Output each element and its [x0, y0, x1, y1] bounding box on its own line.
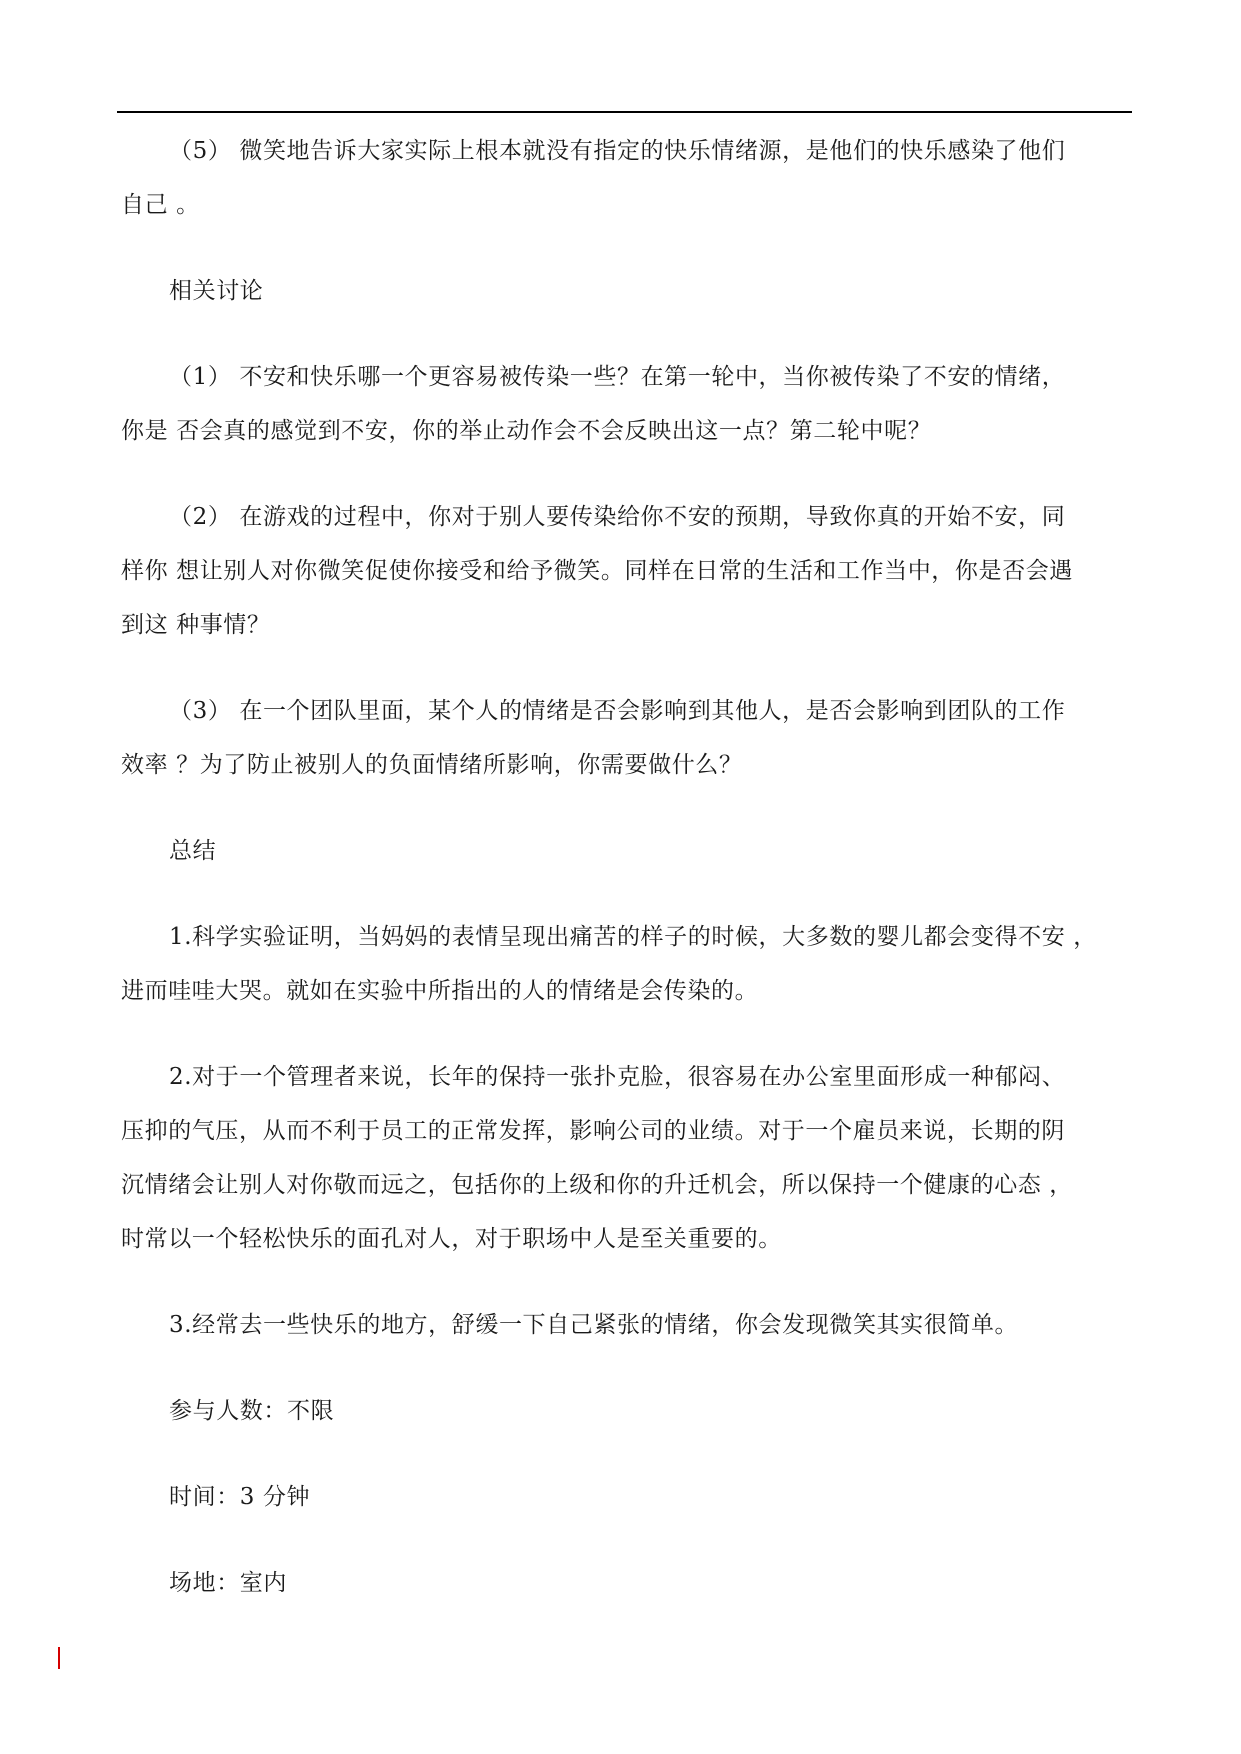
paragraph-discussion-2: [121, 490, 1137, 652]
text-line: 效率 ？为了防止被别人的负面情绪所影响，你需要做什么？: [121, 752, 743, 778]
text-line: （3） 在一个团队里面，某个人的情绪是否会影响到其他人，是否会影响到团队的工作: [169, 698, 1066, 724]
time-info: [121, 1470, 1137, 1524]
text-line: 到这 种事情？: [121, 612, 271, 638]
document-body: [121, 124, 1137, 1642]
paragraph-summary-1: [121, 910, 1137, 1018]
text-line: 进而哇哇大哭。就如在实验中所指出的人的情绪是会传染的。: [121, 978, 759, 1004]
participants-info: [121, 1384, 1137, 1438]
text-line: （2） 在游戏的过程中，你对于别人要传染给你不安的预期，导致你真的开始不安，同: [169, 504, 1066, 530]
text-line: 参与人数：不限: [169, 1398, 335, 1424]
heading-text: 相关讨论: [169, 278, 264, 304]
text-line: （5） 微笑地告诉大家实际上根本就没有指定的快乐情绪源，是他们的快乐感染了他们: [169, 138, 1066, 164]
paragraph-discussion-3: [121, 684, 1137, 792]
header-rule: [117, 111, 1132, 113]
text-line: 3.经常去一些快乐的地方，舒缓一下自己紧张的情绪，你会发现微笑其实很简单。: [169, 1312, 1019, 1338]
paragraph-summary-3: [121, 1298, 1137, 1352]
text-line: 压抑的气压，从而不利于员工的正常发挥，影响公司的业绩。对于一个雇员来说，长期的阴: [121, 1118, 1065, 1144]
paragraph-step-5: [121, 124, 1137, 232]
text-line: 你是 否会真的感觉到不安，你的举止动作会不会反映出这一点？第二轮中呢？: [121, 418, 932, 444]
text-line: （1） 不安和快乐哪一个更容易被传染一些？在第一轮中，当你被传染了不安的情绪，: [169, 364, 1066, 390]
venue-info: [121, 1556, 1137, 1610]
heading-related-discussion: [121, 264, 1137, 318]
text-line: 2.对于一个管理者来说，长年的保持一张扑克脸，很容易在办公室里面形成一种郁闷、: [169, 1064, 1066, 1090]
text-line: 时常以一个轻松快乐的面孔对人，对于职场中人是至关重要的。: [121, 1226, 782, 1252]
text-line: 沉情绪会让别人对你敬而远之，包括你的上级和你的升迁机会，所以保持一个健康的心态 ，: [121, 1172, 1073, 1198]
margin-marker: [58, 1647, 60, 1669]
paragraph-discussion-1: [121, 350, 1137, 458]
heading-summary: [121, 824, 1137, 878]
text-line: 自己 。: [121, 192, 200, 218]
text-line: 时间：3 分钟: [169, 1484, 311, 1510]
text-line: 场地：室内: [169, 1570, 287, 1596]
paragraph-summary-2: [121, 1050, 1137, 1266]
text-line: 样你 想让别人对你微笑促使你接受和给予微笑。同样在日常的生活和工作当中，你是否会遇: [121, 558, 1073, 584]
heading-text: 总结: [169, 838, 217, 864]
text-line: 1.科学实验证明，当妈妈的表情呈现出痛苦的样子的时候，大多数的婴儿都会变得不安 ，: [169, 924, 1097, 950]
